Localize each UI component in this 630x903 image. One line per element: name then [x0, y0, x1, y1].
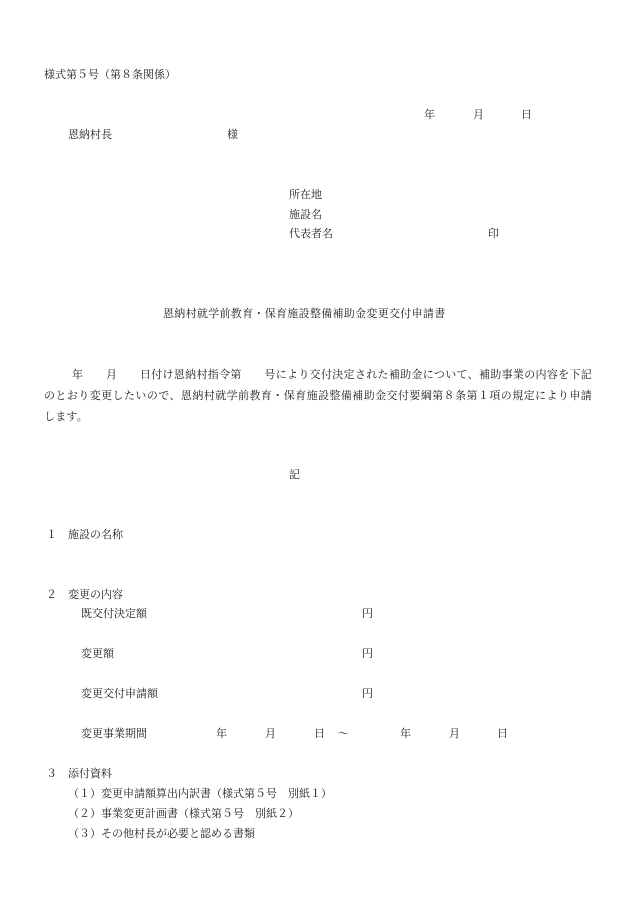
addressee-name: 恩納村長 [68, 128, 112, 141]
change-amount-unit: 円 [362, 647, 373, 660]
addressee-honorific: 様 [227, 128, 238, 141]
existing-grant-label: 既交付決定額 [81, 607, 147, 620]
attachment-item: （１）変更申請額算出内訳書（様式第５号 別紙１） [68, 787, 332, 800]
section1-title: 施設の名称 [68, 528, 123, 541]
applicant-address-label: 所在地 [289, 188, 322, 201]
change-request-label: 変更交付申請額 [81, 687, 158, 700]
section2-title: 変更の内容 [68, 588, 123, 601]
period-tilde: ～ [338, 727, 349, 740]
change-request-unit: 円 [362, 687, 373, 700]
body-paragraph: 年 月 日付け恩納村指令第 号により交付決定された補助金について、補助事業の内容を下記のとおり変更したいので、恩納村就学前教育・保育施設整備補助金交付要綱第８条第１項の規定により申請します。 [44, 368, 592, 423]
applicant-representative-label: 代表者名 [289, 227, 333, 240]
ki-heading: 記 [289, 468, 300, 481]
document-title: 恩納村就学前教育・保育施設整備補助金変更交付申請書 [163, 307, 446, 320]
date-day: 日 [521, 108, 532, 121]
date-month: 月 [473, 108, 484, 121]
section3-title: 添付資料 [68, 767, 112, 780]
existing-grant-unit: 円 [362, 607, 373, 620]
form-label: 様式第５号（第８条関係） [44, 68, 176, 81]
section2-number: ２ [46, 588, 57, 601]
period-start-day: 日 [314, 727, 325, 740]
applicant-facility-label: 施設名 [289, 208, 322, 221]
period-start-year: 年 [216, 727, 227, 740]
change-amount-label: 変更額 [81, 647, 114, 660]
seal-mark: 印 [488, 227, 499, 240]
section1-number: １ [46, 528, 57, 541]
section3-number: ３ [46, 767, 57, 780]
period-label: 変更事業期間 [81, 727, 147, 740]
date-year: 年 [424, 108, 435, 121]
period-end-year: 年 [400, 727, 411, 740]
period-end-month: 月 [449, 727, 460, 740]
period-end-day: 日 [497, 727, 508, 740]
attachment-item: （２）事業変更計画書（様式第５号 別紙２） [68, 807, 299, 820]
attachment-item: （３）その他村長が必要と認める書類 [68, 827, 255, 840]
period-start-month: 月 [265, 727, 276, 740]
